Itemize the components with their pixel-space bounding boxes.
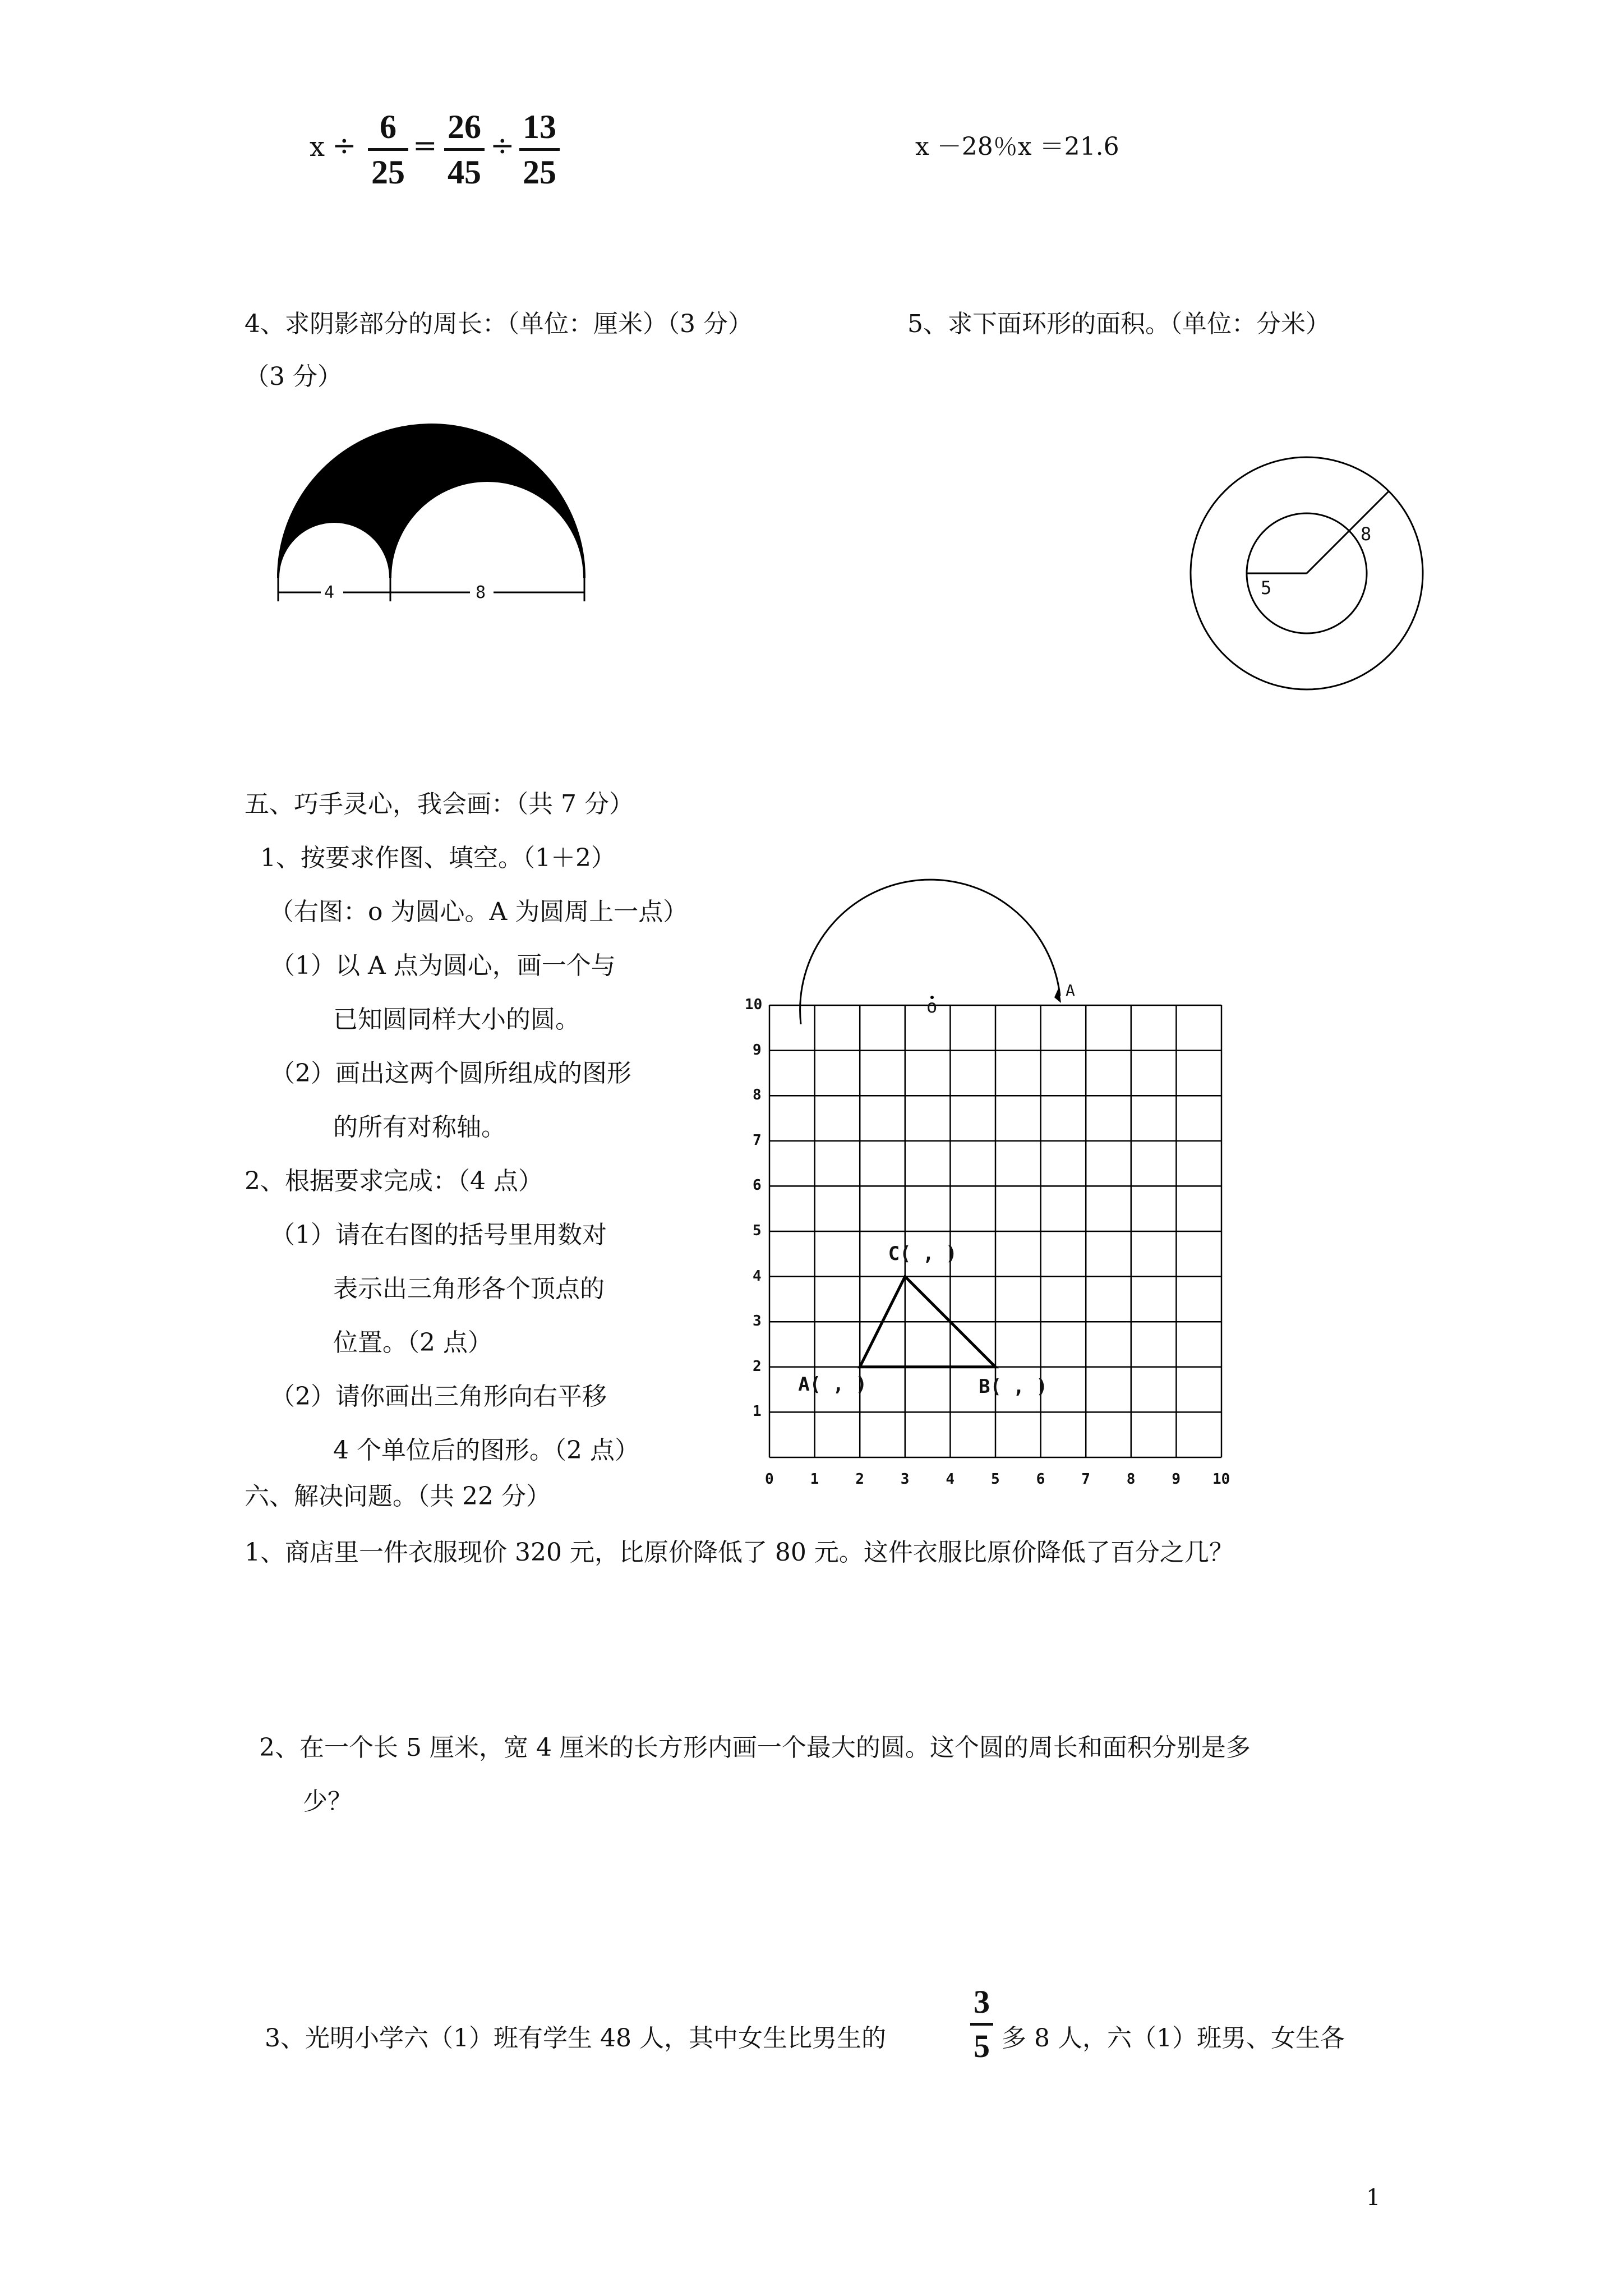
- x-tick-label: 4: [946, 1471, 955, 1488]
- vertex-b-label: B( , ): [979, 1375, 1048, 1398]
- label-large-diameter: 8: [476, 583, 486, 602]
- fraction-denominator: 45: [444, 148, 485, 189]
- section5-q2-1b: 表示出三角形各个顶点的: [333, 1274, 605, 1303]
- circle-point-a-label: A: [1066, 981, 1075, 1000]
- y-tick-label: 1: [753, 1403, 762, 1420]
- circle-center-label: o: [926, 996, 938, 1017]
- y-tick-label: 7: [753, 1131, 762, 1149]
- x-tick-label: 3: [900, 1471, 910, 1488]
- y-tick-label: 9: [753, 1041, 762, 1059]
- fraction-denominator: 25: [519, 148, 560, 189]
- y-tick-label: 8: [753, 1087, 762, 1104]
- section5-title: 五、巧手灵心，我会画：（共 7 分）: [245, 790, 634, 818]
- x-tick-label: 2: [855, 1471, 864, 1488]
- section5-q1-note: （右图：o 为圆心。A 为圆周上一点）: [269, 898, 688, 926]
- shaded-semicircle-figure: [278, 425, 584, 601]
- x-tick-label: 5: [991, 1471, 1000, 1488]
- section6-q1: 1、商店里一件衣服现价 320 元，比原价降低了 80 元。这件衣服比原价降低了百分之几？: [245, 1538, 1234, 1567]
- eq1-x: x: [310, 131, 325, 163]
- x-tick-label: 8: [1126, 1471, 1136, 1488]
- vertex-c-label: C( , ): [888, 1242, 957, 1265]
- y-tick-label: 2: [753, 1358, 762, 1375]
- section5-q1-2b: 的所有对称轴。: [333, 1113, 506, 1142]
- section5-q1-1b: 已知圆同样大小的圆。: [333, 1005, 580, 1034]
- section5-q2-2b: 4 个单位后的图形。（2 点）: [333, 1436, 639, 1465]
- section6-q2b: 少？: [303, 1787, 352, 1816]
- section5-q2: 2、根据要求完成：（4 点）: [245, 1167, 543, 1195]
- section6-q3a: 3、光明小学六（1）班有学生 48 人，其中女生比男生的: [265, 2024, 886, 2053]
- eq2: x －28％x ＝21.6: [915, 132, 1119, 161]
- label-outer-radius: 8: [1361, 523, 1372, 545]
- section5-q1-2a: （2）画出这两个圆所组成的图形: [270, 1059, 631, 1088]
- fraction-numerator: 3: [974, 1984, 990, 2020]
- eq1-divide-1: ÷: [332, 129, 357, 163]
- y-tick-label: 10: [745, 996, 763, 1013]
- eq1-divide-2: ÷: [490, 129, 515, 163]
- x-tick-label: 7: [1081, 1471, 1090, 1488]
- section5-q2-2a: （2）请你画出三角形向右平移: [270, 1382, 607, 1411]
- fraction-numerator: 26: [448, 108, 481, 145]
- x-tick-label: 10: [1212, 1471, 1230, 1488]
- fraction-numerator: 6: [380, 108, 396, 145]
- eq1-equals: =: [413, 129, 437, 163]
- x-tick-label: 1: [810, 1471, 819, 1488]
- fraction-numerator: 13: [523, 108, 556, 145]
- label-inner-radius: 5: [1261, 577, 1272, 599]
- problem4-title: 4、求阴影部分的周长：（单位：厘米）（3 分）: [245, 310, 753, 338]
- section6-q2a: 2、在一个长 5 厘米，宽 4 厘米的长方形内画一个最大的圆。这个圆的周长和面积分别是多: [259, 1733, 1251, 1762]
- x-tick-label: 9: [1172, 1471, 1181, 1488]
- x-tick-label: 6: [1036, 1471, 1045, 1488]
- y-tick-label: 5: [753, 1222, 762, 1239]
- page-number: 1: [1366, 2185, 1381, 2211]
- problem5-title: 5、求下面环形的面积。（单位：分米）: [907, 310, 1330, 338]
- section5-q2-1c: 位置。（2 点）: [333, 1328, 492, 1357]
- x-tick-label: 0: [765, 1471, 774, 1488]
- section6-q3b: 多 8 人，六（1）班男、女生各: [1002, 2024, 1345, 2053]
- section6-q3-fraction: [970, 1986, 993, 2063]
- section5-q1-1a: （1）以 A 点为圆心，画一个与: [270, 951, 616, 980]
- fraction-denominator: 5: [970, 2023, 993, 2063]
- annulus-figure: [1191, 457, 1423, 689]
- label-small-diameter: 4: [324, 583, 335, 602]
- y-tick-label: 6: [753, 1177, 762, 1194]
- fraction-denominator: 25: [368, 148, 408, 189]
- y-tick-label: 3: [753, 1313, 762, 1330]
- section5-q2-1a: （1）请在右图的括号里用数对: [270, 1221, 607, 1249]
- y-tick-label: 4: [753, 1267, 762, 1285]
- problem5-score: （3 分）: [245, 362, 342, 391]
- section5-q1: 1、按要求作图、填空。（1＋2）: [260, 844, 616, 872]
- section6-title: 六、解决问题。（共 22 分）: [245, 1482, 551, 1511]
- vertex-a-label: A( , ): [798, 1373, 868, 1396]
